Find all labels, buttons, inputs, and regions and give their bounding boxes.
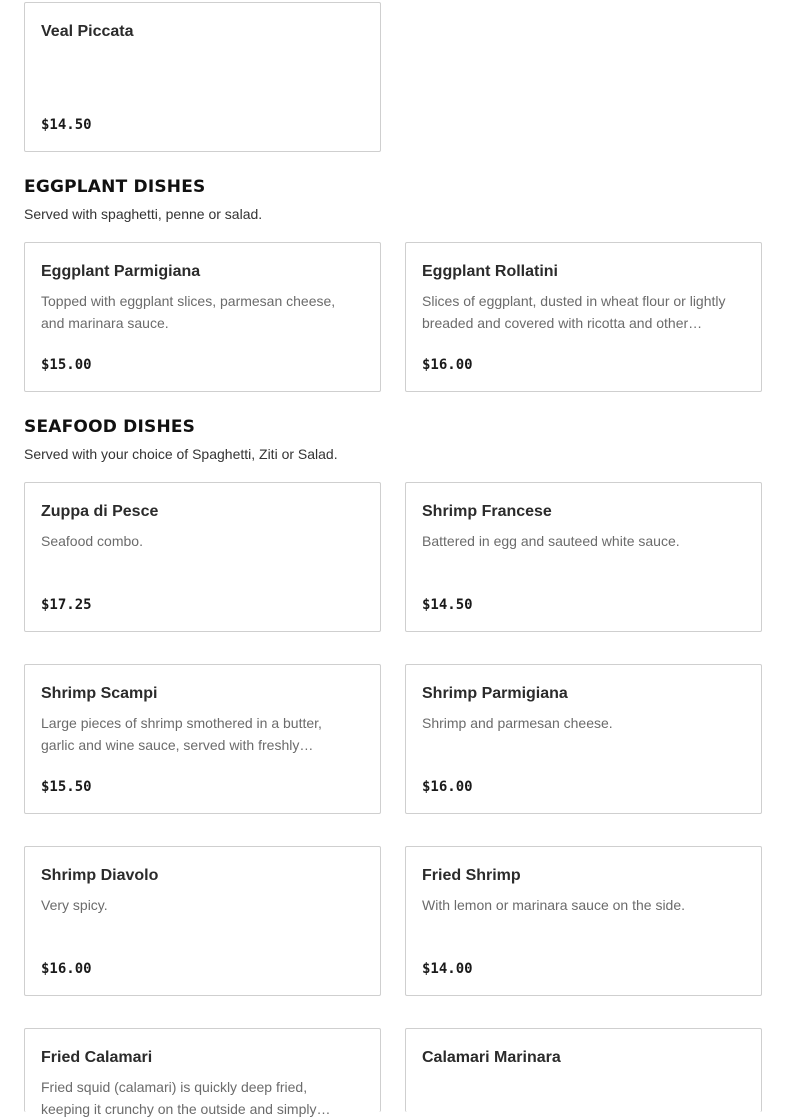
- section-subtitle-seafood: Served with your choice of Spaghetti, Ziti or Salad.: [24, 446, 338, 462]
- section-title-eggplant: EGGPLANT DISHES: [24, 177, 206, 197]
- item-description: Slices of eggplant, dusted in wheat flour or lightly breaded and covered with ricotta and other…: [422, 293, 726, 331]
- menu-item-card[interactable]: [24, 664, 381, 814]
- item-name: Eggplant Rollatini: [422, 263, 558, 280]
- item-description: Fried squid (calamari) is quickly deep fried, keeping it crunchy on the outside and simply…: [41, 1079, 331, 1117]
- menu-item-card[interactable]: [24, 2, 381, 152]
- item-name: Shrimp Scampi: [41, 685, 158, 702]
- menu-item-card[interactable]: [24, 846, 381, 996]
- item-description: Shrimp and parmesan cheese.: [422, 715, 613, 731]
- item-name: Calamari Marinara: [422, 1049, 561, 1066]
- item-name: Fried Shrimp: [422, 867, 521, 884]
- item-name: Veal Piccata: [41, 23, 134, 40]
- item-price: $15.50: [41, 779, 92, 795]
- item-description: Seafood combo.: [41, 533, 143, 549]
- item-price: $17.25: [41, 597, 92, 613]
- item-description: With lemon or marinara sauce on the side.: [422, 897, 686, 913]
- section-title-seafood: SEAFOOD DISHES: [24, 417, 196, 437]
- item-description: Very spicy.: [41, 897, 108, 913]
- menu-item-card[interactable]: [24, 242, 381, 392]
- menu-item-card[interactable]: [24, 482, 381, 632]
- item-price: $16.00: [422, 357, 473, 373]
- item-description: Large pieces of shrimp smothered in a butter, garlic and wine sauce, served with freshly…: [41, 715, 322, 753]
- item-price: $16.00: [41, 961, 92, 977]
- menu-item-card[interactable]: [405, 482, 762, 632]
- item-name: Shrimp Francese: [422, 503, 552, 520]
- section-subtitle-eggplant: Served with spaghetti, penne or salad.: [24, 206, 263, 222]
- item-price: $14.00: [422, 961, 473, 977]
- menu-item-card[interactable]: [405, 664, 762, 814]
- item-description: Battered in egg and sauteed white sauce.: [422, 533, 680, 549]
- item-price: $14.50: [41, 117, 92, 133]
- menu-item-card[interactable]: [405, 1028, 762, 1112]
- item-name: Fried Calamari: [41, 1049, 153, 1066]
- item-name: Shrimp Parmigiana: [422, 685, 568, 702]
- item-price: $16.00: [422, 779, 473, 795]
- item-price: $15.00: [41, 357, 92, 373]
- menu-item-card[interactable]: [405, 242, 762, 392]
- item-name: Zuppa di Pesce: [41, 503, 159, 520]
- menu-item-card[interactable]: [24, 1028, 381, 1117]
- menu-item-card[interactable]: [405, 846, 762, 996]
- item-price: $14.50: [422, 597, 473, 613]
- item-description: Topped with eggplant slices, parmesan cheese, and marinara sauce.: [41, 293, 336, 331]
- item-name: Shrimp Diavolo: [41, 867, 159, 884]
- item-name: Eggplant Parmigiana: [41, 263, 201, 280]
